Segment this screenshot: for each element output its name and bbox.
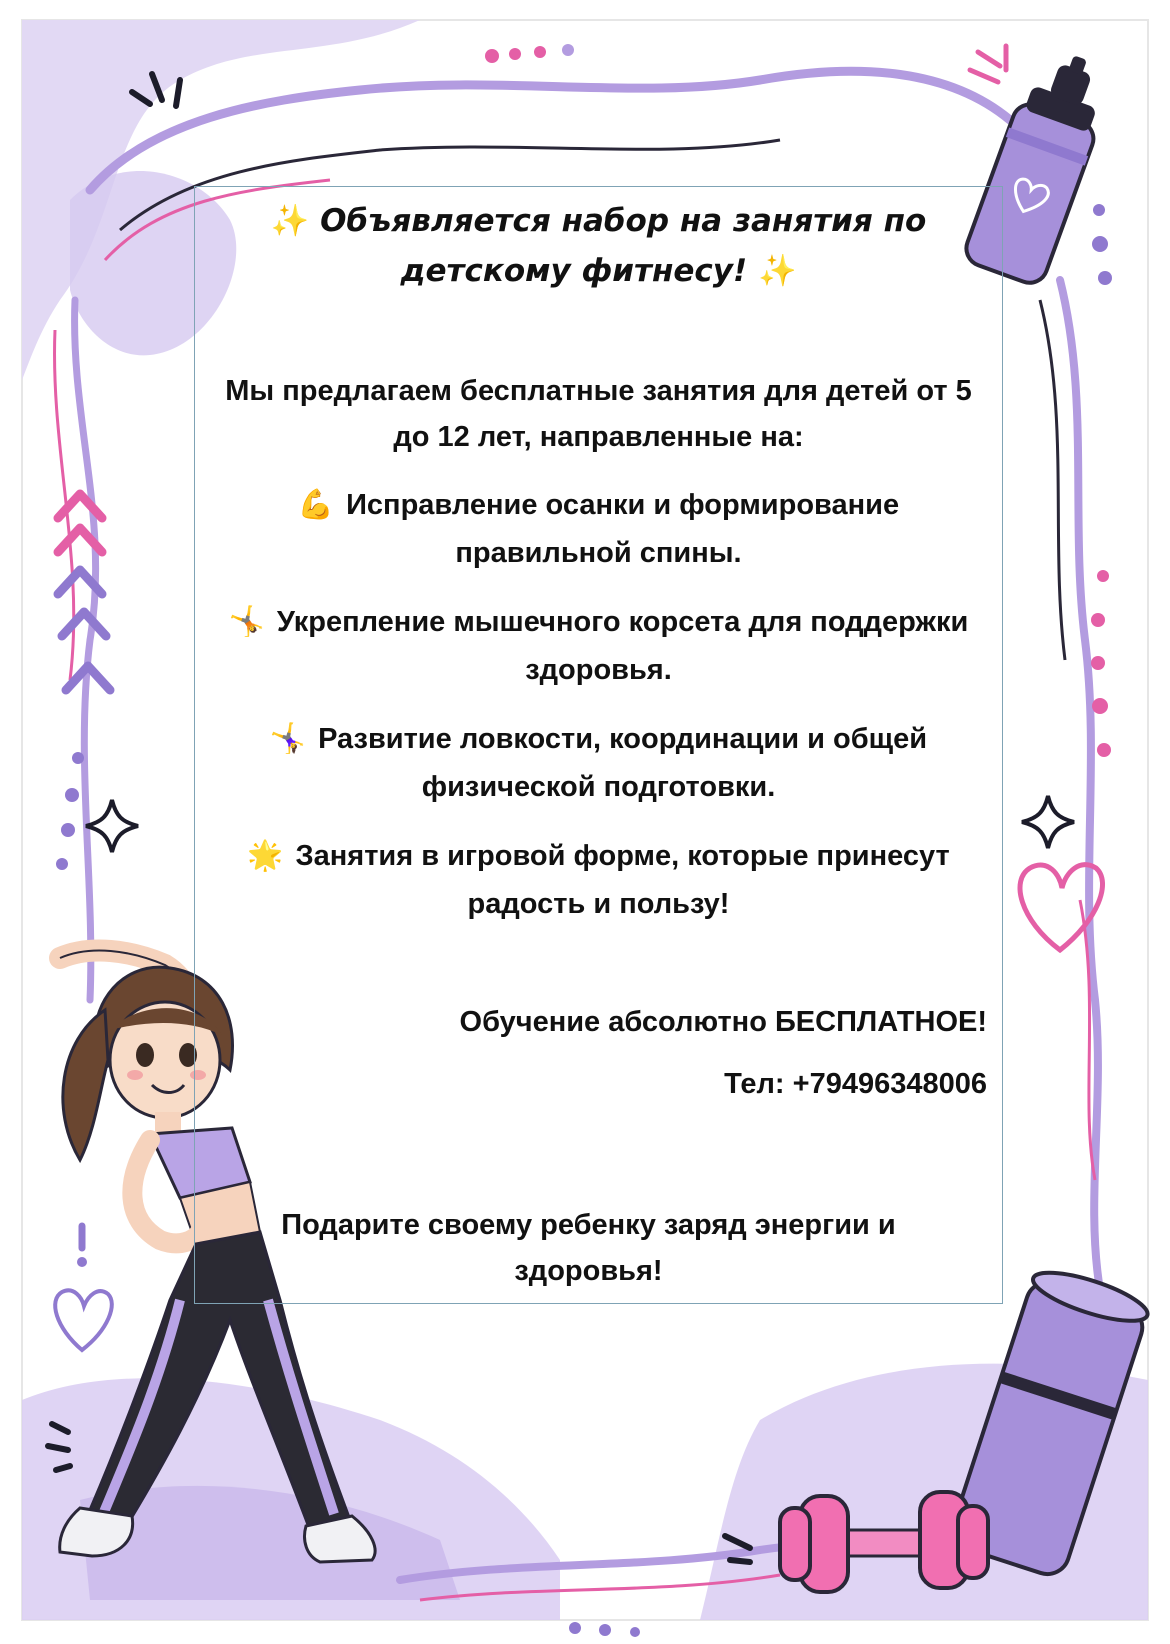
list-item-text: Развитие ловкости, координации и общей физической подготовки. (318, 723, 928, 803)
list-item-text: Занятия в игровой форме, которые принесут радость и пользу! (295, 840, 950, 920)
list-item (214, 714, 983, 811)
list-item-text: Исправление осанки и формирование правильной спины. (346, 489, 900, 569)
phone-number: Тел: +79496348006 (724, 1068, 987, 1100)
free-notice: Обучение абсолютно БЕСПЛАТНОЕ! (459, 1006, 987, 1038)
sparkles-icon: ✨ (270, 203, 310, 239)
list-item (214, 831, 983, 928)
title-line-2: детскому фитнесу! (400, 253, 748, 289)
flyer-title (234, 196, 963, 296)
title-line-1: Объявляется набор на занятия по (320, 203, 927, 239)
glowing-star-icon: 🌟 (247, 838, 284, 872)
list-item-text: Укрепление мышечного корсета для поддержки здоровья. (276, 606, 969, 686)
intro-text: Мы предлагаем бесплатные занятия для детей от 5 до 12 лет, направленные на: (225, 375, 972, 453)
flyer-content (194, 186, 1003, 1294)
cartwheel-icon: 🤸 (228, 604, 265, 638)
flexed-bicep-icon: 💪 (297, 487, 335, 521)
woman-cartwheel-icon: 🤸‍♀ (269, 721, 307, 755)
list-item (214, 597, 983, 694)
list-item (214, 480, 983, 577)
closing-text: Подарите своему ребенку заряд энергии и здоровья! (281, 1209, 896, 1287)
sparkles-icon: ✨ (757, 253, 797, 289)
